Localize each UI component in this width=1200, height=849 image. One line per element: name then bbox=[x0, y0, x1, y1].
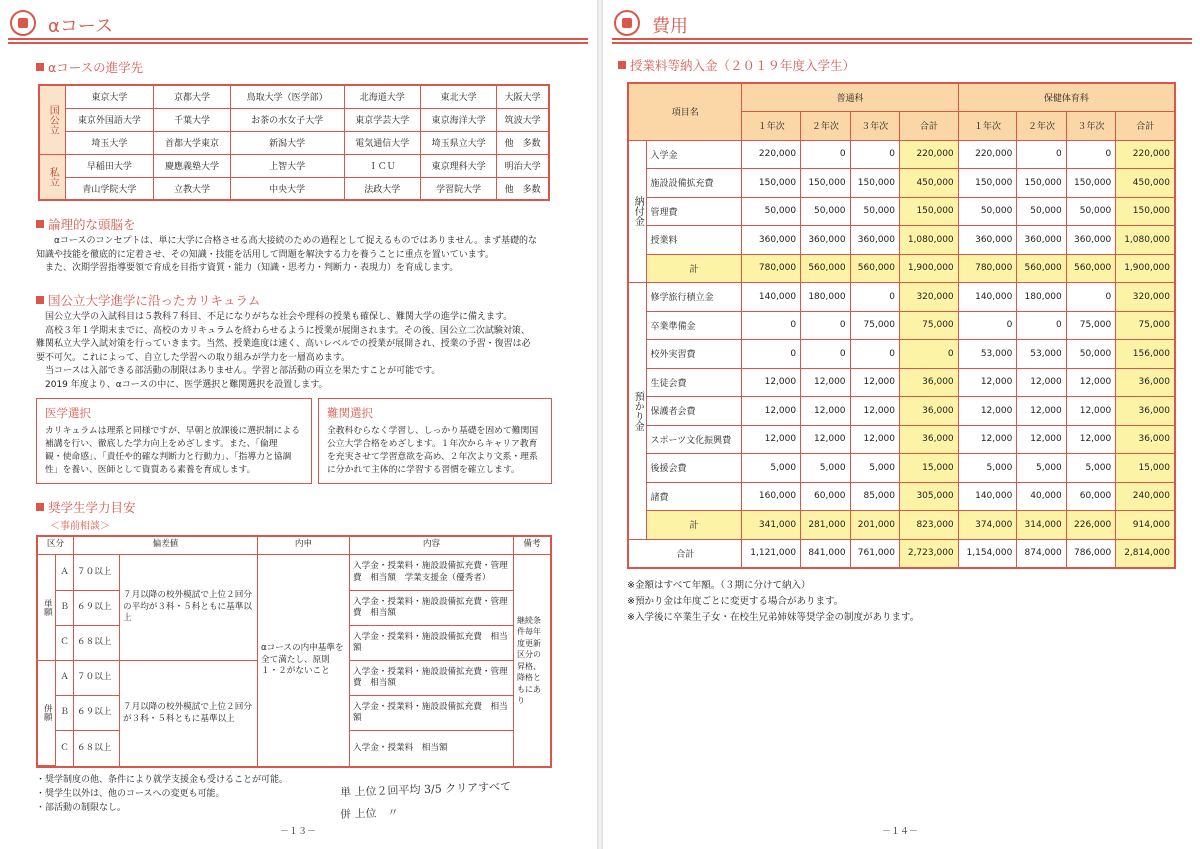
fee-total-cell: 36,000 bbox=[900, 397, 959, 426]
fee-cell: 85,000 bbox=[850, 482, 899, 511]
fee-cell: 50,000 bbox=[801, 197, 850, 226]
fee-cell: 12,000 bbox=[1017, 368, 1066, 397]
fee-cell: 560,000 bbox=[850, 254, 899, 283]
fee-cell: 5,000 bbox=[850, 454, 899, 483]
fee-cell: 12,000 bbox=[742, 397, 801, 426]
fee-cell: 40,000 bbox=[1017, 482, 1066, 511]
fee-cell: 314,000 bbox=[1017, 511, 1066, 540]
fee-cell: 5,000 bbox=[958, 454, 1017, 483]
col-header-year: １年次 bbox=[958, 112, 1017, 141]
university-name: 上智大学 bbox=[230, 154, 344, 177]
school-emblem-icon bbox=[614, 10, 640, 36]
page-number-right: －１４－ bbox=[882, 827, 919, 837]
page-right bbox=[604, 0, 1200, 849]
fee-cell: 341,000 bbox=[742, 511, 801, 540]
fee-cell: 0 bbox=[801, 311, 850, 340]
hensachi-value: ７０以上 bbox=[74, 661, 120, 696]
fee-subtotal-row bbox=[628, 254, 1175, 283]
fees-notes: ※金額はすべて年額。（３期に分けて納入） ※預かり金は年度ごとに変更する場合があります。 ※入学後に卒業生子女・在校生兄弟姉妹等奨学金の制度があります。 bbox=[627, 580, 920, 623]
fee-total-cell: 1,900,000 bbox=[900, 254, 959, 283]
fee-cell: 140,000 bbox=[742, 283, 801, 312]
fee-cell: 12,000 bbox=[958, 397, 1017, 426]
fee-total-cell: 450,000 bbox=[900, 169, 959, 198]
fee-total-cell: 914,000 bbox=[1116, 511, 1175, 540]
university-name: 早稲田大学 bbox=[65, 154, 154, 177]
logic-paragraph: αコースのコンセプトは、単に大学に合格させる高大接続のための過程として捉えるものではありません。まず基礎的な 知識や技能を徹底的に定着させ、その知識・技能を活用して問題を解決する力を養うことに重点を置いています。 また、次期学習指導要領で育成を目指す資質・能力（知識・思考力・判断力・表現力）を育成します。 bbox=[36, 236, 538, 273]
university-name: ＩＣＵ bbox=[344, 154, 420, 177]
fee-total-cell: 2,723,000 bbox=[900, 539, 959, 568]
fee-item-name: 入学金 bbox=[646, 140, 742, 169]
fee-cell: 53,000 bbox=[1017, 340, 1066, 369]
fee-cell: 560,000 bbox=[801, 254, 850, 283]
page-number-left: －１３－ bbox=[280, 827, 317, 837]
university-name: 東京学芸大学 bbox=[344, 108, 420, 131]
fee-grand-total-label: 合計 bbox=[628, 539, 742, 568]
fee-cell: 5,000 bbox=[1066, 454, 1115, 483]
col-header-year: ２年次 bbox=[1017, 112, 1066, 141]
fee-cell: 50,000 bbox=[1066, 197, 1115, 226]
fee-item-name: スポーツ文化振興費 bbox=[646, 425, 742, 454]
fee-total-cell: 150,000 bbox=[1116, 197, 1175, 226]
col-header-biko: 備考 bbox=[514, 537, 550, 555]
fee-total-cell: 450,000 bbox=[1116, 169, 1175, 198]
group-label-heigan: 併願 bbox=[38, 661, 56, 766]
fee-cell: 5,000 bbox=[1017, 454, 1066, 483]
school-emblem-icon bbox=[10, 10, 36, 36]
fee-cell: 60,000 bbox=[801, 482, 850, 511]
fee-total-cell: 75,000 bbox=[900, 311, 959, 340]
fee-section-label: 納付金 bbox=[628, 140, 646, 283]
hensachi-value: ６９以上 bbox=[74, 696, 120, 731]
fee-cell: 140,000 bbox=[958, 283, 1017, 312]
fee-row bbox=[628, 340, 1175, 369]
col-header-total: 合計 bbox=[900, 112, 959, 141]
section-title-scholarship: 奨学生学力目安 bbox=[36, 498, 136, 516]
square-bullet-icon bbox=[36, 503, 44, 511]
col-header-item: 項目名 bbox=[628, 83, 742, 140]
university-name: 学習院大学 bbox=[420, 177, 496, 200]
fee-total-cell: 2,814,000 bbox=[1116, 539, 1175, 568]
nankan-track-box: 難関選択 全教科むらなく学習し、しっかり基礎を固めて難関国 公立大学合格をめざします。１年次からキャリア教育 を充実させて学習意欲を高め、２年次より文系・理系 に分かれて主体的に学習する習慣を確立します。 bbox=[318, 398, 552, 484]
rank-label: Ｃ bbox=[56, 731, 74, 766]
university-name: 首都大学東京 bbox=[154, 131, 230, 154]
fee-cell: 786,000 bbox=[1066, 539, 1115, 568]
fee-cell: 220,000 bbox=[958, 140, 1017, 169]
fee-cell: 560,000 bbox=[1066, 254, 1115, 283]
scholarship-notes: ・奨学制度の他、条件により就学支援金も受けることが可能。 ・奨学生以外は、他のコースへの変更も可能。 ・部活動の制限なし。 bbox=[36, 775, 289, 813]
university-row bbox=[39, 108, 549, 131]
col-header-naishin: 内申 bbox=[258, 537, 350, 555]
fee-cell: 150,000 bbox=[742, 169, 801, 198]
university-name: 筑波大学 bbox=[497, 108, 549, 131]
university-name: 鳥取大学（医学部） bbox=[230, 85, 344, 108]
fee-cell: 12,000 bbox=[1017, 425, 1066, 454]
fee-cell: 360,000 bbox=[850, 226, 899, 255]
content-value: 入学金・授業料・施設設備拡充費 相当額 bbox=[350, 626, 514, 661]
fee-item-name: 生徒会費 bbox=[646, 368, 742, 397]
university-name: 埼玉大学 bbox=[65, 131, 154, 154]
book-spine bbox=[597, 0, 603, 849]
fee-cell: 50,000 bbox=[742, 197, 801, 226]
fee-cell: 12,000 bbox=[958, 368, 1017, 397]
square-bullet-icon bbox=[36, 220, 44, 228]
fee-cell: 0 bbox=[1066, 283, 1115, 312]
rank-label: Ａ bbox=[56, 661, 74, 696]
section-title-logic: 論理的な頭脳を bbox=[36, 215, 136, 233]
fee-cell: 75,000 bbox=[1066, 311, 1115, 340]
square-bullet-icon bbox=[618, 61, 626, 69]
col-header-year: ２年次 bbox=[801, 112, 850, 141]
fee-cell: 1,121,000 bbox=[742, 539, 801, 568]
fee-total-cell: 150,000 bbox=[900, 197, 959, 226]
fee-cell: 5,000 bbox=[742, 454, 801, 483]
university-name: 京都大学 bbox=[154, 85, 230, 108]
fee-cell: 50,000 bbox=[1066, 340, 1115, 369]
fee-row bbox=[628, 368, 1175, 397]
fee-cell: 0 bbox=[801, 340, 850, 369]
fee-row bbox=[628, 454, 1175, 483]
fee-cell: 560,000 bbox=[1017, 254, 1066, 283]
fee-row bbox=[628, 482, 1175, 511]
fee-cell: 12,000 bbox=[958, 425, 1017, 454]
col-header-year: ３年次 bbox=[850, 112, 899, 141]
fee-cell: 75,000 bbox=[850, 311, 899, 340]
content-value: 入学金・授業料・施設設備拡充費・管理費 相当額 学業支援金（優秀者） bbox=[350, 555, 514, 591]
fee-cell: 12,000 bbox=[850, 425, 899, 454]
fee-row bbox=[628, 169, 1175, 198]
fee-total-cell: 15,000 bbox=[900, 454, 959, 483]
university-row bbox=[39, 131, 549, 154]
fee-cell: 12,000 bbox=[1066, 397, 1115, 426]
fee-cell: 360,000 bbox=[958, 226, 1017, 255]
university-name: 他 多数 bbox=[497, 131, 549, 154]
scholarship-table bbox=[36, 535, 552, 768]
fee-cell: 12,000 bbox=[1017, 397, 1066, 426]
rank-label: Ａ bbox=[56, 555, 74, 591]
col-header-hoken: 保健体育科 bbox=[958, 83, 1175, 112]
fee-cell: 780,000 bbox=[958, 254, 1017, 283]
fee-cell: 150,000 bbox=[801, 169, 850, 198]
fee-cell: 12,000 bbox=[801, 368, 850, 397]
hensachi-value: ６８以上 bbox=[74, 731, 120, 766]
handwritten-note-1: 単 上位２回平均 3/5 クリアすべて bbox=[339, 780, 512, 799]
col-header-hensachi: 偏差値 bbox=[74, 537, 258, 555]
fee-cell: 220,000 bbox=[742, 140, 801, 169]
fee-cell: 12,000 bbox=[742, 425, 801, 454]
fee-subtotal-label: 計 bbox=[646, 511, 742, 540]
hensachi-value: ７０以上 bbox=[74, 555, 120, 591]
fee-item-name: 後援会費 bbox=[646, 454, 742, 483]
content-value: 入学金・授業料・施設設備拡充費・管理費 相当額 bbox=[350, 661, 514, 696]
university-group-label: 私立 bbox=[39, 154, 65, 200]
fee-section-label: 預かり金 bbox=[628, 283, 646, 540]
fee-cell: 761,000 bbox=[850, 539, 899, 568]
fee-cell: 0 bbox=[801, 140, 850, 169]
page-title: αコース bbox=[48, 16, 113, 37]
fee-cell: 0 bbox=[742, 340, 801, 369]
rank-label: Ｂ bbox=[56, 696, 74, 731]
content-value: 入学金・授業料・施設設備拡充費・管理費 相当額 bbox=[350, 591, 514, 626]
fee-item-name: 授業料 bbox=[646, 226, 742, 255]
fee-cell: 0 bbox=[1066, 140, 1115, 169]
square-bullet-icon bbox=[36, 63, 44, 71]
fee-cell: 1,154,000 bbox=[958, 539, 1017, 568]
fee-total-cell: 305,000 bbox=[900, 482, 959, 511]
fee-item-name: 修学旅行積立金 bbox=[646, 283, 742, 312]
fee-cell: 360,000 bbox=[801, 226, 850, 255]
university-name: 中央大学 bbox=[230, 177, 344, 200]
university-name: 東京理科大学 bbox=[420, 154, 496, 177]
fee-cell: 360,000 bbox=[1017, 226, 1066, 255]
medical-track-title: 医学選択 bbox=[45, 406, 91, 420]
fee-total-cell: 75,000 bbox=[1116, 311, 1175, 340]
fee-cell: 60,000 bbox=[1066, 482, 1115, 511]
fee-cell: 0 bbox=[958, 311, 1017, 340]
fee-cell: 0 bbox=[850, 140, 899, 169]
fee-total-cell: 320,000 bbox=[1116, 283, 1175, 312]
page-title: 費用 bbox=[652, 16, 688, 37]
fee-cell: 360,000 bbox=[1066, 226, 1115, 255]
section-title-curriculum: 国公立大学進学に沿ったカリキュラム bbox=[36, 291, 260, 309]
fee-total-cell: 240,000 bbox=[1116, 482, 1175, 511]
fee-cell: 150,000 bbox=[850, 169, 899, 198]
university-name: 千葉大学 bbox=[154, 108, 230, 131]
university-name: 東北大学 bbox=[420, 85, 496, 108]
fee-subtotal-row bbox=[628, 511, 1175, 540]
fee-grand-total-row bbox=[628, 539, 1175, 568]
university-row bbox=[39, 154, 549, 177]
col-header-year: ３年次 bbox=[1066, 112, 1115, 141]
scholarship-subtitle: ＜事前相談＞ bbox=[50, 521, 110, 532]
fee-row bbox=[628, 397, 1175, 426]
fee-cell: 150,000 bbox=[1066, 169, 1115, 198]
university-name: 法政大学 bbox=[344, 177, 420, 200]
fee-total-cell: 36,000 bbox=[900, 425, 959, 454]
universities-table bbox=[38, 84, 550, 201]
university-row bbox=[39, 85, 549, 108]
fee-row bbox=[628, 140, 1175, 169]
fee-item-name: 諸費 bbox=[646, 482, 742, 511]
fees-table bbox=[627, 82, 1176, 569]
fee-cell: 150,000 bbox=[958, 169, 1017, 198]
fee-cell: 360,000 bbox=[742, 226, 801, 255]
section-title-fees: 授業料等納入金（２０１９年度入学生） bbox=[618, 56, 855, 74]
fee-cell: 0 bbox=[742, 311, 801, 340]
rank-label: Ｃ bbox=[56, 626, 74, 661]
nankan-track-title: 難関選択 bbox=[327, 406, 373, 420]
fee-item-name: 卒業準備金 bbox=[646, 311, 742, 340]
fee-total-cell: 0 bbox=[900, 340, 959, 369]
content-value: 入学金・授業料 相当額 bbox=[350, 731, 514, 766]
fee-cell: 180,000 bbox=[1017, 283, 1066, 312]
hensachi-value: ６８以上 bbox=[74, 626, 120, 661]
fee-cell: 201,000 bbox=[850, 511, 899, 540]
fee-subtotal-label: 計 bbox=[646, 254, 742, 283]
fee-cell: 874,000 bbox=[1017, 539, 1066, 568]
fee-cell: 53,000 bbox=[958, 340, 1017, 369]
fee-item-name: 管理費 bbox=[646, 197, 742, 226]
biko-text: 継続条件毎年度更新区分の昇格、降格ともにあり bbox=[517, 615, 541, 705]
square-bullet-icon bbox=[36, 296, 44, 304]
university-name: 東京海洋大学 bbox=[420, 108, 496, 131]
condition-tangan: ７月以降の校外模試で上位２回分の平均が３科・５科ともに基準以上 bbox=[120, 555, 258, 661]
content-value: 入学金・授業料・施設設備拡充費 相当額 bbox=[350, 696, 514, 731]
fee-row bbox=[628, 197, 1175, 226]
fee-item-name: 保護者会費 bbox=[646, 397, 742, 426]
university-name: 他 多数 bbox=[497, 177, 549, 200]
fee-cell: 0 bbox=[1017, 311, 1066, 340]
fee-total-cell: 1,900,000 bbox=[1116, 254, 1175, 283]
university-name: 新潟大学 bbox=[230, 131, 344, 154]
page-header-right bbox=[612, 8, 1192, 40]
university-name: 明治大学 bbox=[497, 154, 549, 177]
university-group-label: 国公立 bbox=[39, 85, 65, 154]
naishin-text: αコースの内申基準を全て満たし、原則１・２がないこと bbox=[258, 555, 350, 766]
col-header-kubun: 区分 bbox=[38, 537, 74, 555]
handwritten-note-2: 併 上位 〃 bbox=[339, 805, 399, 822]
fee-total-cell: 36,000 bbox=[1116, 397, 1175, 426]
fee-total-cell: 156,000 bbox=[1116, 340, 1175, 369]
page-header-left bbox=[8, 8, 588, 40]
fee-cell: 281,000 bbox=[801, 511, 850, 540]
fee-total-cell: 1,080,000 bbox=[900, 226, 959, 255]
fee-cell: 180,000 bbox=[801, 283, 850, 312]
curriculum-paragraph: 国公立大学の入試科目は５教科７科目、不足になりがちな社会や理科の授業も確保し、難関大学の進学に備えます。 高校３年１学期末までに、高校のカリキュラムを終わらせるように授業が展開されます。その後、国公立二次試験対策、 難関私立大学入試対策を行っていきます。当然、授業進度は速く、高いレベルでの授業が展開され、授業の予習・復習は必 要不可欠。これによって、自立した学習への取り組みが学力を一層高めます。 当コースは入部できる部活動の制限はありません。学習と部活動の両立を果たすことが可能です。 2019 年度より、αコースの中に、医学選択と難関選択を設置します。 bbox=[36, 312, 531, 390]
fee-cell: 5,000 bbox=[801, 454, 850, 483]
fee-cell: 150,000 bbox=[1017, 169, 1066, 198]
group-label-tangan: 単願 bbox=[38, 555, 56, 661]
fee-row bbox=[628, 283, 1175, 312]
fee-item-name: 施設設備拡充費 bbox=[646, 169, 742, 198]
fee-cell: 0 bbox=[850, 340, 899, 369]
fee-cell: 0 bbox=[1017, 140, 1066, 169]
condition-heigan: ７月以降の校外模試で上位２回分が３科・５科ともに基準以上 bbox=[120, 661, 258, 766]
fee-total-cell: 15,000 bbox=[1116, 454, 1175, 483]
fee-total-cell: 823,000 bbox=[900, 511, 959, 540]
university-name: お茶の水女子大学 bbox=[230, 108, 344, 131]
section-title-universities: αコースの進学先 bbox=[36, 58, 143, 76]
page-left bbox=[0, 0, 596, 849]
col-header-year: １年次 bbox=[742, 112, 801, 141]
university-name: 電気通信大学 bbox=[344, 131, 420, 154]
fee-row bbox=[628, 311, 1175, 340]
fee-cell: 12,000 bbox=[742, 368, 801, 397]
university-name: 立教大学 bbox=[154, 177, 230, 200]
hensachi-value: ６９以上 bbox=[74, 591, 120, 626]
fee-total-cell: 320,000 bbox=[900, 283, 959, 312]
fee-cell: 12,000 bbox=[801, 397, 850, 426]
fee-row bbox=[628, 425, 1175, 454]
col-header-total: 合計 bbox=[1116, 112, 1175, 141]
university-name: 慶應義塾大学 bbox=[154, 154, 230, 177]
fee-total-cell: 220,000 bbox=[900, 140, 959, 169]
fee-row bbox=[628, 226, 1175, 255]
fee-cell: 12,000 bbox=[850, 397, 899, 426]
fee-cell: 50,000 bbox=[850, 197, 899, 226]
fee-cell: 0 bbox=[850, 283, 899, 312]
university-name: 青山学院大学 bbox=[65, 177, 154, 200]
fee-cell: 140,000 bbox=[958, 482, 1017, 511]
fee-cell: 50,000 bbox=[1017, 197, 1066, 226]
university-name: 東京外国語大学 bbox=[65, 108, 154, 131]
university-row bbox=[39, 177, 549, 200]
col-header-naiyou: 内容 bbox=[350, 537, 514, 555]
fee-item-name: 校外実習費 bbox=[646, 340, 742, 369]
university-name: 大阪大学 bbox=[497, 85, 549, 108]
university-name: 北海道大学 bbox=[344, 85, 420, 108]
fee-cell: 12,000 bbox=[801, 425, 850, 454]
fee-total-cell: 36,000 bbox=[1116, 368, 1175, 397]
fee-cell: 12,000 bbox=[850, 368, 899, 397]
fee-total-cell: 36,000 bbox=[1116, 425, 1175, 454]
fee-total-cell: 36,000 bbox=[900, 368, 959, 397]
rank-label: Ｂ bbox=[56, 591, 74, 626]
fee-total-cell: 220,000 bbox=[1116, 140, 1175, 169]
university-name: 埼玉県立大学 bbox=[420, 131, 496, 154]
medical-track-box: 医学選択 カリキュラムは理系と同様ですが、早朝と放課後に選択制による 補講を行い、徹底した学力向上をめざします。また、「倫理 観・使命感」、「責任や的確な判断力と行動力」、「指導力と協調 性」を養い、医師として資質ある素養を育成します。 bbox=[36, 398, 312, 484]
fee-total-cell: 1,080,000 bbox=[1116, 226, 1175, 255]
fee-cell: 160,000 bbox=[742, 482, 801, 511]
fee-cell: 12,000 bbox=[1066, 368, 1115, 397]
fee-cell: 50,000 bbox=[958, 197, 1017, 226]
fee-cell: 226,000 bbox=[1066, 511, 1115, 540]
fee-cell: 374,000 bbox=[958, 511, 1017, 540]
fee-cell: 841,000 bbox=[801, 539, 850, 568]
col-header-futsu: 普通科 bbox=[742, 83, 958, 112]
fee-cell: 780,000 bbox=[742, 254, 801, 283]
university-name: 東京大学 bbox=[65, 85, 154, 108]
fee-cell: 12,000 bbox=[1066, 425, 1115, 454]
